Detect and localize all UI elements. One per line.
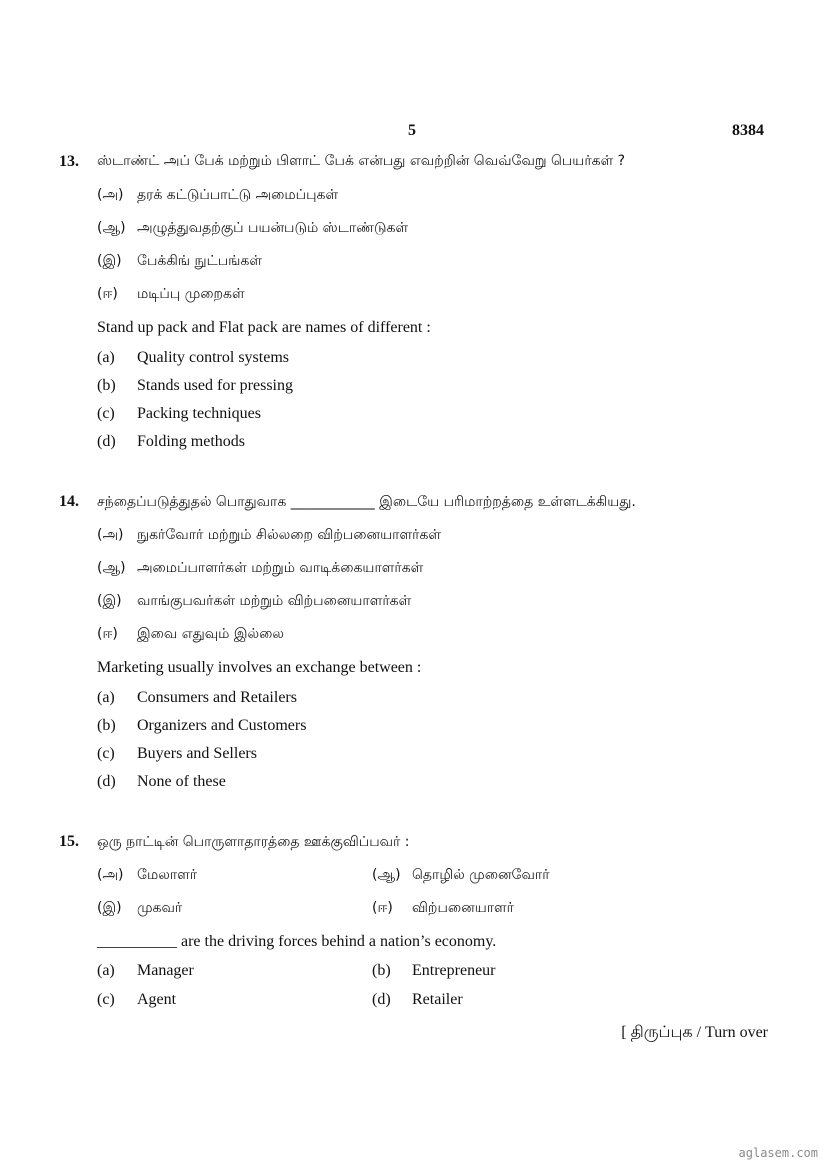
option-text: Quality control systems [137,349,289,366]
option-label: (ஆ) [97,220,126,236]
paper-code: 8384 [732,122,764,139]
question-number: 13. [59,153,79,170]
page-number: 5 [408,122,416,139]
option-label: (d) [97,433,116,450]
english-option [97,433,245,451]
option-text: தொழில் முனைவோர் [412,867,550,883]
english-option [97,689,297,707]
option-text: வாங்குபவர்கள் மற்றும் விற்பனையாளர்கள் [137,593,412,609]
option-label: (a) [97,689,115,706]
option-text: Buyers and Sellers [137,745,257,762]
tamil-option [97,593,411,611]
question-number: 14. [59,493,79,510]
option-text: Entrepreneur [412,962,496,979]
option-text: பேக்கிங் நுட்பங்கள் [137,253,263,269]
english-option [97,349,289,367]
english-option [97,962,194,980]
english-option [97,991,176,1009]
option-text: விற்பனையாளர் [412,900,514,916]
option-label: (ஆ) [97,560,126,576]
option-label: (இ) [97,593,122,609]
tamil-question: சந்தைப்படுத்துதல் பொதுவாக ____________ இடையே பரிமாற்றத்தை உள்ளடக்கியது. [97,494,636,510]
option-label: (a) [97,349,115,366]
english-option [97,377,293,395]
option-label: (c) [97,405,115,422]
option-text: Agent [137,991,177,1008]
option-text: Consumers and Retailers [137,689,297,706]
tamil-option [97,286,245,304]
english-question: Marketing usually involves an exchange between : [97,659,422,676]
tamil-option [97,187,338,205]
option-text: Organizers and Customers [137,717,307,734]
question-number: 15. [59,833,79,850]
turn-over-note: [ திருப்புக / Turn over [621,1024,768,1041]
option-text: முகவர் [137,900,183,916]
tamil-option [97,900,182,918]
english-option [372,962,496,980]
option-text: இவை எதுவும் இல்லை [137,626,284,642]
tamil-question: ஒரு நாட்டின் பொருளாதாரத்தை ஊக்குவிப்பவர் : [97,834,410,850]
english-question: Stand up pack and Flat pack are names of different : [97,319,431,336]
option-label: (அ) [97,187,124,203]
option-text: None of these [137,773,226,790]
option-label: (இ) [97,900,122,916]
option-label: (d) [372,991,391,1008]
tamil-question: ஸ்டாண்ட் அப் பேக் மற்றும் பிளாட் பேக் என்பது எவற்றின் வெவ்வேறு பெயர்கள் ? [97,153,626,169]
option-label: (ஆ) [372,867,401,883]
option-label: (ஈ) [372,900,393,916]
option-label: (b) [97,377,116,394]
option-label: (அ) [97,867,124,883]
option-label: (இ) [97,253,122,269]
option-text: அழுத்துவதற்குப் பயன்படும் ஸ்டாண்டுகள் [137,220,409,236]
watermark: aglasem.com [738,1146,818,1160]
tamil-option [372,900,514,918]
option-label: (c) [97,745,115,762]
option-text: நுகர்வோர் மற்றும் சில்லறை விற்பனையாளர்கள் [137,527,441,543]
option-label: (d) [97,773,116,790]
tamil-option [97,220,408,238]
english-option [97,405,261,423]
english-option [97,745,257,763]
option-label: (a) [97,962,115,979]
tamil-option [97,626,284,644]
english-question: __________ are the driving forces behind a nation’s economy. [97,933,497,950]
option-label: (ஈ) [97,286,118,302]
option-text: மடிப்பு முறைகள் [137,286,245,302]
tamil-option [97,527,441,545]
tamil-option [97,867,197,885]
option-text: Manager [137,962,194,979]
option-text: Packing techniques [137,405,261,422]
option-label: (b) [97,717,116,734]
option-text: Retailer [412,991,463,1008]
option-text: அமைப்பாளர்கள் மற்றும் வாடிக்கையாளர்கள் [137,560,424,576]
english-option [372,991,463,1009]
option-label: (c) [97,991,115,1008]
option-text: Folding methods [137,433,246,450]
english-option [97,773,226,791]
option-label: (அ) [97,527,124,543]
option-text: மேலாளர் [137,867,198,883]
tamil-option [372,867,550,885]
tamil-option [97,560,423,578]
tamil-option [97,253,262,271]
english-option [97,717,306,735]
option-text: Stands used for pressing [137,377,293,394]
option-text: தரக் கட்டுப்பாட்டு அமைப்புகள் [137,187,339,203]
option-label: (ஈ) [97,626,118,642]
option-label: (b) [372,962,391,979]
